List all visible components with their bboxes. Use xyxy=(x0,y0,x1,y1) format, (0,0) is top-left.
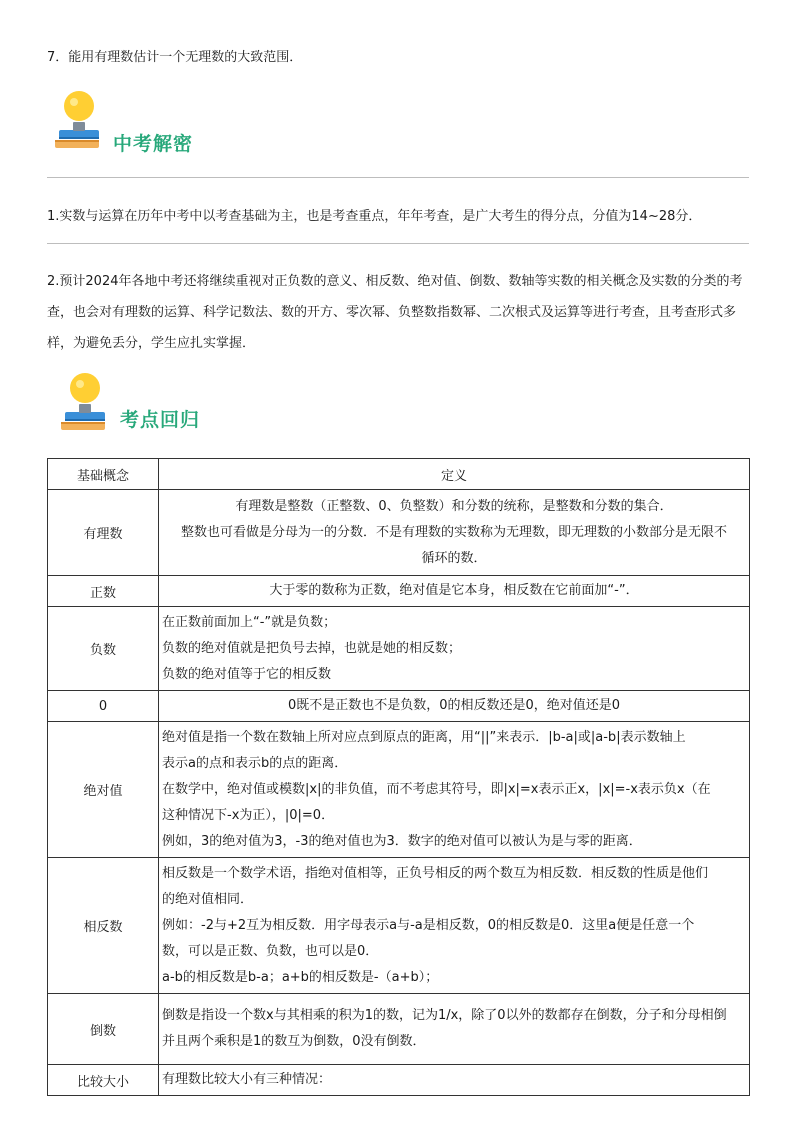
table-row xyxy=(48,576,750,607)
term-cell: 绝对值 xyxy=(48,722,159,858)
table-header-row xyxy=(48,459,750,490)
term-cell: 相反数 xyxy=(48,858,159,994)
definition-cell xyxy=(159,858,750,994)
divider xyxy=(47,177,749,178)
definition-cell xyxy=(159,576,750,607)
definition-cell xyxy=(159,490,750,576)
definition-line: 例如，3的绝对值为3，-3的绝对值也为3．数字的绝对值可以被认为是与零的距离． xyxy=(162,833,642,849)
table-row xyxy=(48,994,750,1065)
definition-line: 在正数前面加上“-”就是负数； xyxy=(162,614,337,630)
table-row xyxy=(48,1065,750,1096)
table-row xyxy=(48,722,750,858)
term-cell: 负数 xyxy=(48,607,159,691)
table-row xyxy=(48,691,750,722)
definition-line: 负数的绝对值就是把负号去掉，也就是她的相反数； xyxy=(162,640,462,656)
definition-line: 有理数是整数（正整数、0、负整数）和分数的统称，是整数和分数的集合． xyxy=(235,498,673,514)
definition-line: 倒数是指设一个数x与其相乘的积为1的数，记为1/x，除了0以外的数都存在倒数，分子和分母相倒 xyxy=(162,1008,727,1023)
section-title-exam-analysis: 中考解密 xyxy=(113,133,194,155)
section-title-key-points: 考点回归 xyxy=(120,409,201,431)
definition-cell xyxy=(159,1065,750,1096)
definition-line: 0既不是正数也不是负数，0的相反数还是0，绝对值还是0 xyxy=(287,698,621,713)
definition-line: a-b的相反数是b-a；a+b的相反数是-（a+b）； xyxy=(162,969,439,985)
objective-item-7: 7．能用有理数估计一个无理数的大致范围． xyxy=(47,50,303,65)
lightbulb-books-icon xyxy=(49,86,111,154)
definition-line: 有理数比较大小有三种情况： xyxy=(162,1072,332,1087)
definition-line: 负数的绝对值等于它的相反数 xyxy=(162,666,332,682)
definition-line: 整数也可看做是分母为一的分数．不是有理数的实数称为无理数，即无理数的小数部分是无限不 xyxy=(180,524,727,540)
header-definition: 定义 xyxy=(159,459,750,490)
definition-line: 数，可以是正数、负数，也可以是0． xyxy=(162,943,379,959)
term-cell: 正数 xyxy=(48,576,159,607)
term-cell: 比较大小 xyxy=(48,1065,159,1096)
definition-line: 相反数是一个数学术语，指绝对值相等，正负号相反的两个数互为相反数．相反数的性质是他们 xyxy=(162,865,709,881)
analysis-paragraph-1: 1.实数与运算在历年中考中以考查基础为主，也是考查重点，年年考查，是广大考生的得分点，分值为14~28分． xyxy=(47,209,702,224)
definition-line: 绝对值是指一个数在数轴上所对应点到原点的距离，用“||”来表示．|b-a|或|a-b|表示数轴上 xyxy=(162,729,686,745)
definition-cell xyxy=(159,994,750,1065)
definition-line: 在数学中，绝对值或模数|x|的非负值，而不考虑其符号，即|x|=x表示正x，|x|=-x表示负x（在 xyxy=(162,781,711,797)
definition-cell xyxy=(159,691,750,722)
definition-line: 的绝对值相同． xyxy=(162,891,254,907)
table-row xyxy=(48,607,750,691)
table-row xyxy=(48,858,750,994)
definition-cell xyxy=(159,607,750,691)
header-concept: 基础概念 xyxy=(48,459,159,490)
definition-line: 循环的数． xyxy=(421,550,487,566)
definition-line: 大于零的数称为正数，绝对值是它本身，相反数在它前面加“-”． xyxy=(269,583,639,598)
lightbulb-books-icon xyxy=(55,368,117,436)
term-cell: 倒数 xyxy=(48,994,159,1065)
definition-cell xyxy=(159,722,750,858)
term-cell: 有理数 xyxy=(48,490,159,576)
definition-line: 表示a的点和表示b的点的距离． xyxy=(162,755,348,771)
definition-line: 例如：-2与+2互为相反数．用字母表示a与-a是相反数，0的相反数是0．这里a便是任意一个 xyxy=(162,917,695,933)
divider xyxy=(47,243,749,244)
concepts-table xyxy=(47,458,750,1096)
term-cell: 0 xyxy=(48,691,159,722)
table-row xyxy=(48,490,750,576)
analysis-paragraph-2: 2.预计2024年各地中考还将继续重视对正负数的意义、相反数、绝对值、倒数、数轴等实数的相关概念及实数的分类的考查，也会对有理数的运算、科学记数法、数的开方、零次幂、负整数指数幂、二次根式及运算等进行考查，且考查形式多样，为避免丢分，学生应扎实掌握． xyxy=(47,274,743,351)
definition-line: 并且两个乘积是1的数互为倒数，0没有倒数． xyxy=(162,1034,426,1049)
definition-line: 这种情况下-x为正），|0|=0． xyxy=(162,807,335,823)
